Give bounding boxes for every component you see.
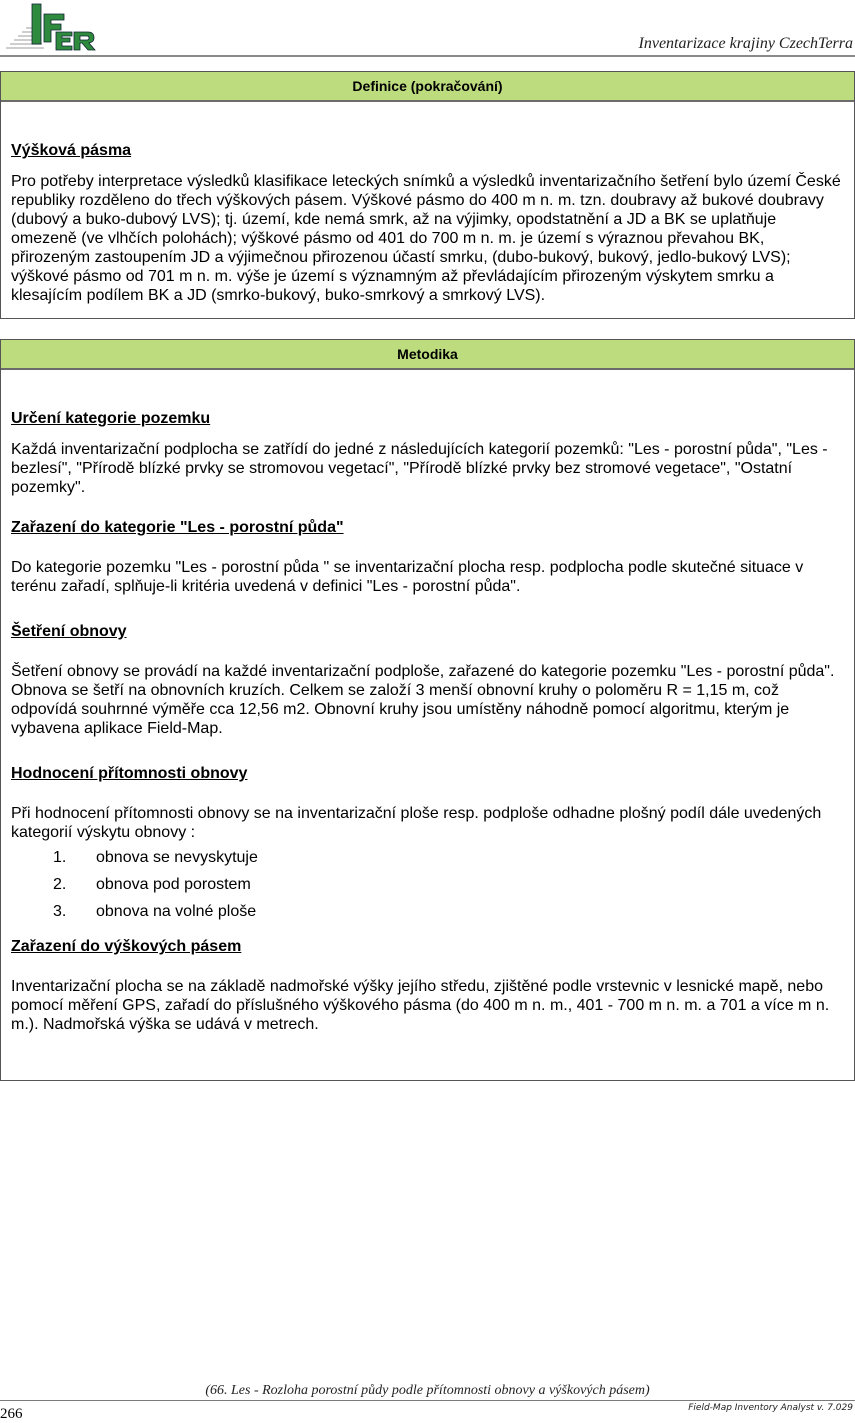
regeneration-category-list bbox=[11, 848, 844, 929]
list-item bbox=[11, 848, 844, 875]
footer-divider bbox=[0, 1400, 855, 1401]
header-divider bbox=[0, 55, 855, 57]
list-item-number: 2. bbox=[53, 876, 67, 893]
list-item-number: 1. bbox=[53, 849, 67, 866]
software-version: Field-Map Inventory Analyst v. 7.029 bbox=[688, 1403, 853, 1413]
section-paragraph: Každá inventarizační podplocha se zatřídí do jedné z následujících kategorií pozemků: "Les - porostní půda", "Les - bezlesí", "Přírodě blízké prvky se stromovou vegetací", "Přírodě blízké prvky bez stromové vegetace", "Ostatní pozemky". bbox=[11, 441, 828, 496]
list-item-text: obnova se nevyskytuje bbox=[96, 849, 258, 866]
panel-title: Definice (pokračování) bbox=[1, 72, 854, 102]
list-item-text: obnova na volné ploše bbox=[96, 903, 257, 920]
definitions-panel bbox=[0, 71, 855, 319]
ifer-logo bbox=[4, 2, 96, 52]
list-item bbox=[11, 902, 844, 929]
list-item-number: 3. bbox=[53, 903, 67, 920]
section-heading: Šetření obnovy bbox=[11, 623, 127, 640]
panel-title: Metodika bbox=[1, 340, 854, 370]
section-paragraph: Pro potřeby interpretace výsledků klasifikace leteckých snímků a výsledků inventarizačního šetření bylo území České republiky rozděleno do třech výškových pásem. Výškové pásmo do 400 m n. m. tzn. doubravy až bukové doubravy (dubový a buko-dubový LVS); tj. území, kde nemá smrk, až na výjimky, opodstatnění a JD a BK se uplatňuje omezeně (ve vlhčích polohách); výškové pásmo od 401 do 700 m n. m. je území s výraznou převahou BK, přirozeným zastoupením JD a výjimečnou přirozenou účastí smrku, (dubo-bukový, bukový, jedlo-bukový LVS); výškové pásmo od 701 m n. m. výše je území s významným až převládajícím přirozeným výskytem smrku a klesajícím podílem BK a JD (smrko-bukový, buko-smrkový a smrkový LVS). bbox=[11, 173, 841, 304]
figure-caption: (66. Les - Rozloha porostní půdy podle přítomnosti obnovy a výškových pásem) bbox=[205, 1383, 650, 1398]
section-paragraph: Šetření obnovy se provádí na každé inventarizační podploše, zařazené do kategorie pozemku "Les - porostní půda". Obnova se šetří na obnovních kruzích. Celkem se založí 3 menší obnovní kruhy o poloměru R = 1,15 m, což odpovídá souhrnné výměře cca 12,56 m2. Obnovní kruhy jsou umístěny náhodně pomocí algoritmu, kterým je vybavena aplikace Field-Map. bbox=[11, 663, 835, 737]
section-paragraph: Inventarizační plocha se na základě nadmořské výšky jejího středu, zjištěné podle vrstevnic v lesnické mapě, nebo pomocí měření GPS, zařadí do příslušného výškového pásma (do 400 m n. m., 401 - 700 m n. m. a 701 a více m n. m.). Nadmořská výška se udává v metrech. bbox=[11, 978, 830, 1033]
section-paragraph: Při hodnocení přítomnosti obnovy se na inventarizační ploše resp. podploše odhadne plošný podíl dále uvedených kategorií výskytu obnovy : bbox=[11, 805, 822, 841]
list-item-text: obnova pod porostem bbox=[96, 876, 251, 893]
page-number: 266 bbox=[0, 1406, 23, 1422]
section-paragraph: Do kategorie pozemku "Les - porostní půda " se inventarizační plocha resp. podplocha podle skutečné situace v terénu zařadí, splňuje-li kritéria uvedená v definici "Les - porostní půda". bbox=[11, 559, 804, 595]
methodology-panel bbox=[0, 339, 855, 1081]
section-heading: Zařazení do výškových pásem bbox=[11, 938, 242, 955]
list-item bbox=[11, 875, 844, 902]
section-heading: Výšková pásma bbox=[11, 142, 132, 159]
section-heading: Určení kategorie pozemku bbox=[11, 410, 211, 427]
section-heading: Hodnocení přítomnosti obnovy bbox=[11, 765, 248, 782]
document-header-title: Inventarizace krajiny CzechTerra bbox=[638, 35, 853, 52]
section-heading: Zařazení do kategorie "Les - porostní půda" bbox=[11, 519, 344, 536]
